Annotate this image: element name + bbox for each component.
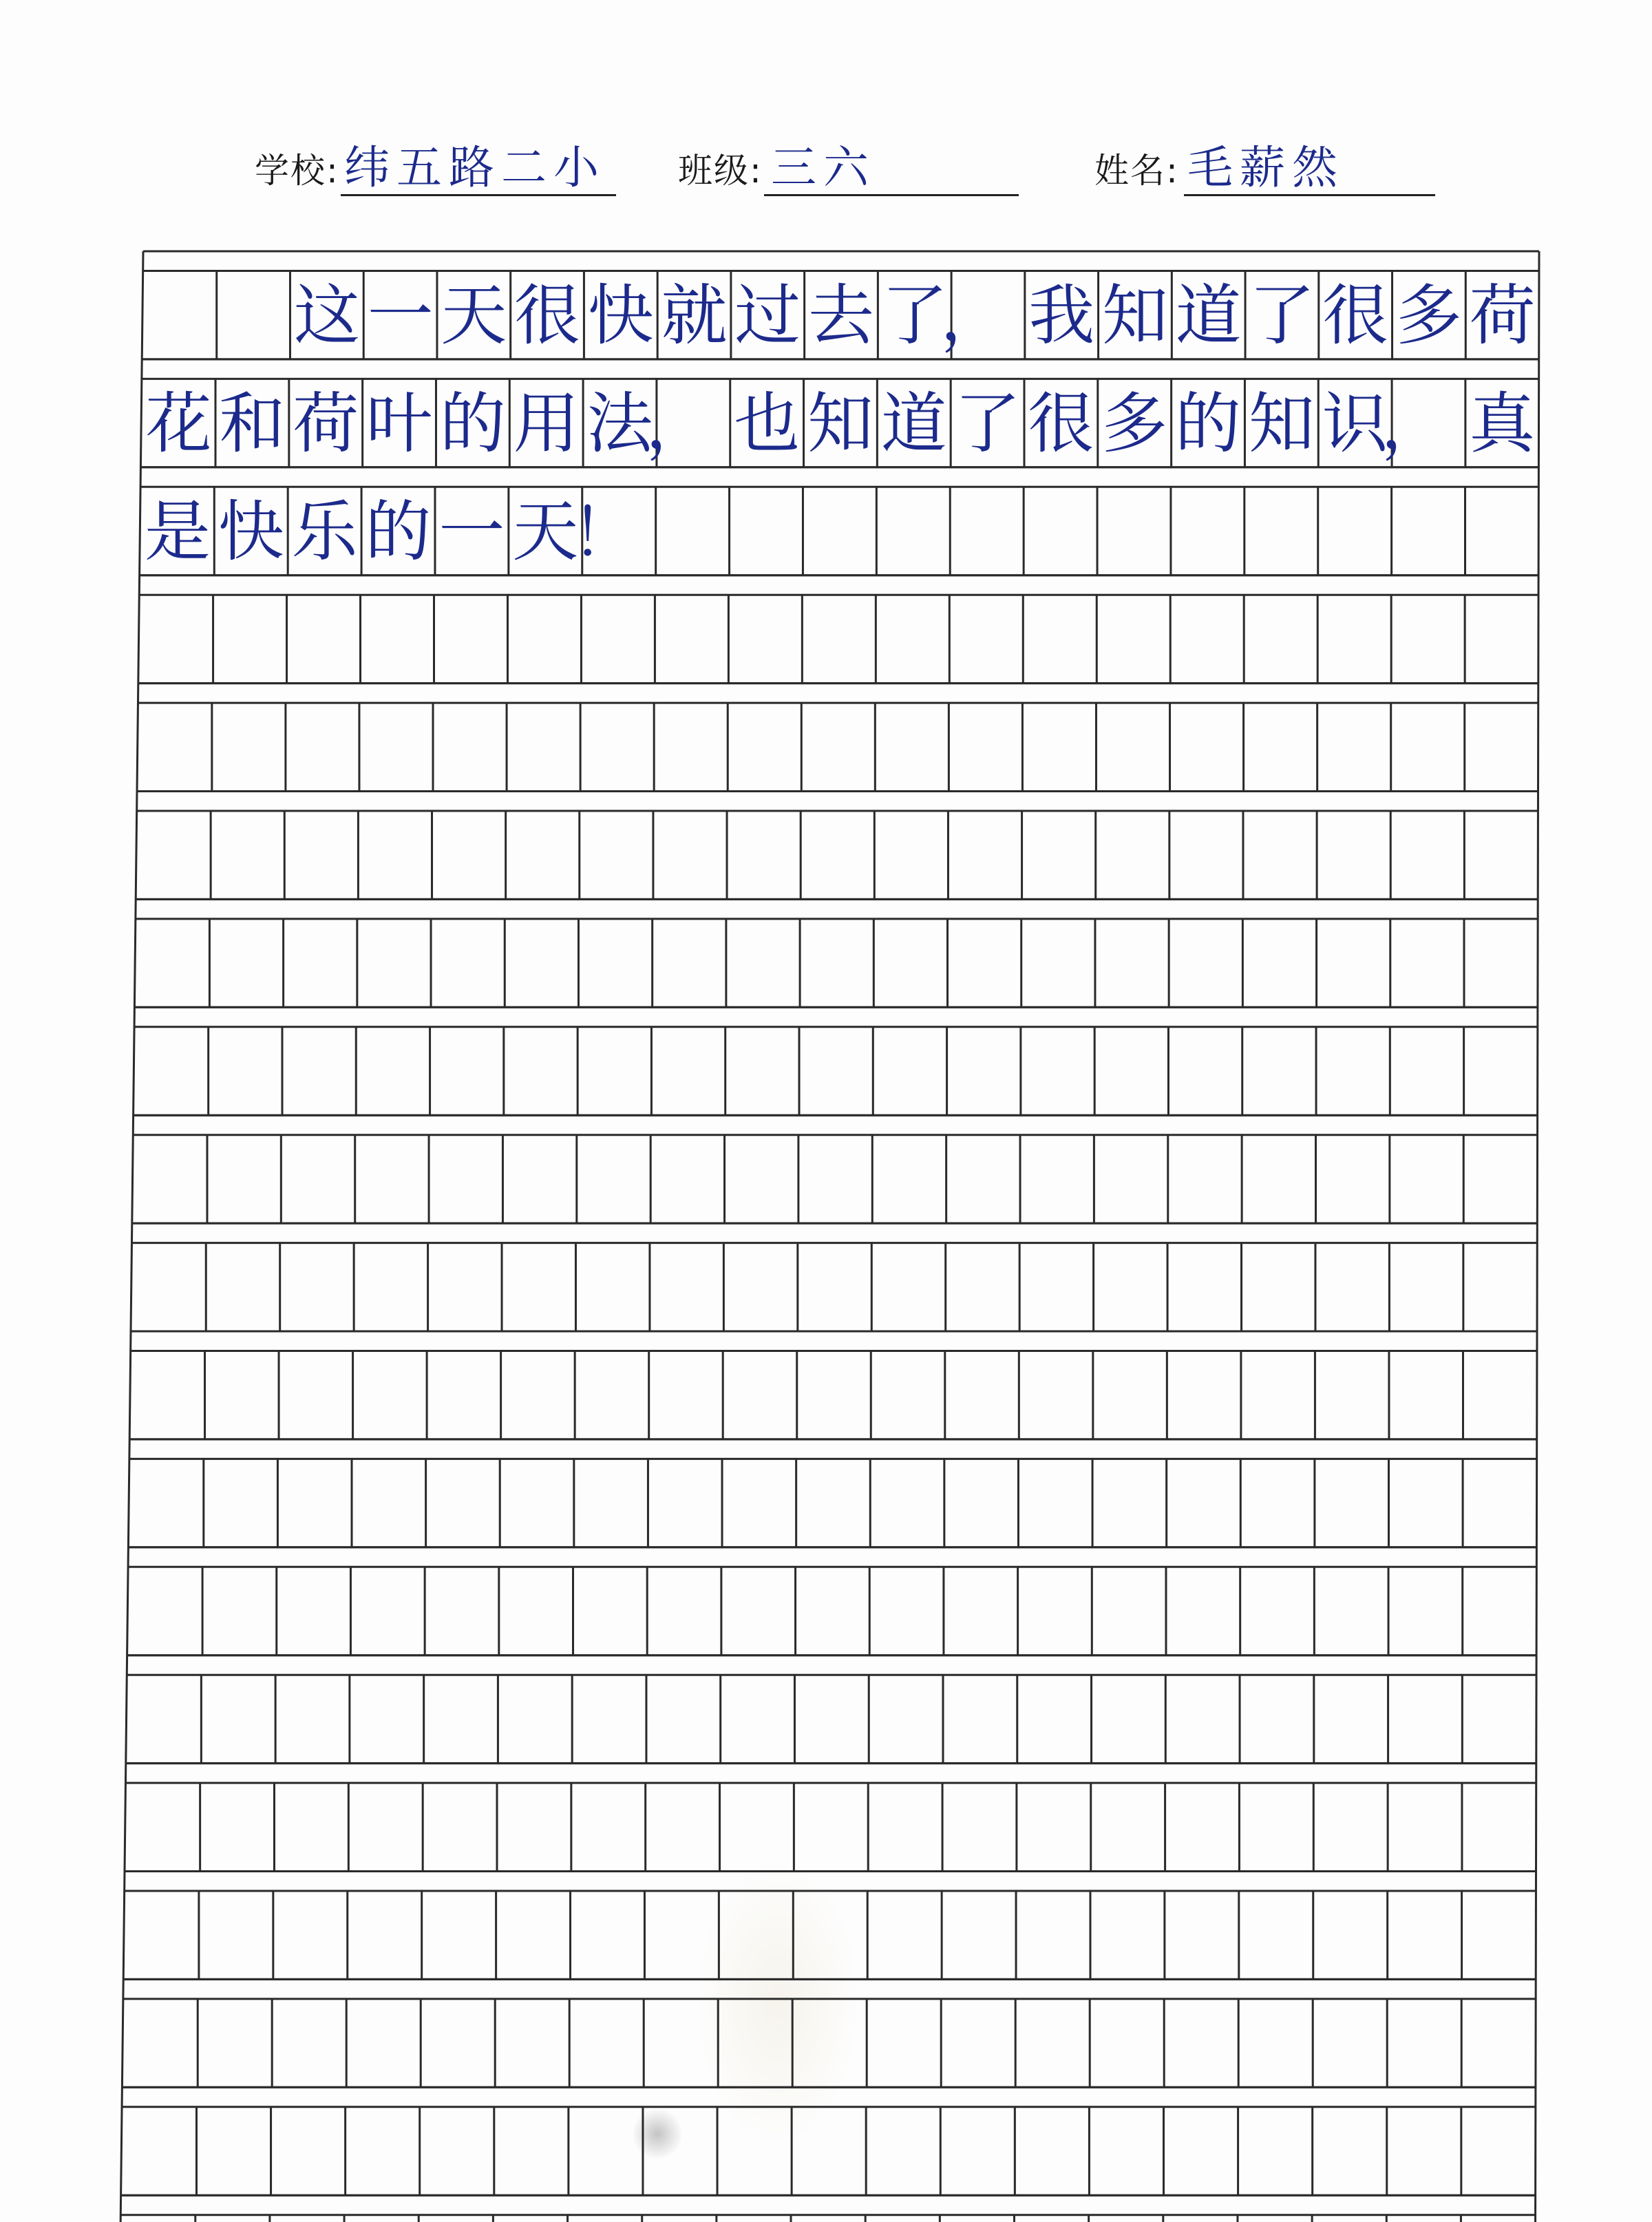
essay-char: 过 [734, 277, 801, 355]
essay-char: 荷 [293, 385, 359, 463]
grid-right-border [1535, 251, 1539, 2222]
essay-char: 我 [1028, 277, 1095, 355]
essay-char: ， [645, 386, 712, 464]
name-value: 毛薪然 [1187, 141, 1344, 194]
essay-char: 去 [808, 277, 874, 355]
essay-char: 和 [219, 385, 286, 463]
essay-char: 是 [144, 493, 211, 571]
essay-char: ， [940, 278, 1007, 356]
name-label: 姓名: [1094, 151, 1179, 191]
essay-char: 乐 [291, 493, 358, 571]
essay-char: 花 [145, 385, 212, 463]
school-value: 纬五路二小 [344, 141, 606, 194]
essay-char: 就 [661, 277, 728, 355]
essay-char: 了 [1249, 277, 1315, 355]
essay-char: 的 [1175, 385, 1242, 463]
essay-char: 很 [1322, 277, 1389, 355]
class-value: 三六 [771, 141, 876, 194]
essay-char: 一 [438, 493, 505, 571]
essay-char: 很 [514, 277, 581, 355]
essay-char: 知 [1248, 385, 1315, 463]
class-label: 班级: [678, 151, 763, 191]
essay-char: 这 [293, 277, 360, 355]
essay-char: 法 [586, 385, 653, 463]
essay-char: 道 [1175, 277, 1242, 355]
grid-left-border [118, 251, 143, 2222]
essay-char: 也 [734, 385, 801, 463]
essay-char: 很 [1028, 385, 1094, 463]
essay-char: 真 [1469, 385, 1536, 463]
essay-char: 了 [881, 277, 948, 355]
essay-char: 快 [218, 493, 284, 571]
essay-char: 用 [513, 385, 580, 463]
essay-char: 多 [1101, 385, 1168, 463]
essay-char: 知 [1101, 277, 1168, 355]
essay-char: 识 [1322, 385, 1388, 463]
essay-char: 一 [367, 277, 434, 355]
essay-char: 的 [365, 493, 432, 571]
essay-char: 了 [954, 385, 1021, 463]
essay-char: ！ [571, 494, 637, 572]
essay-char: 快 [587, 277, 654, 355]
essay-char: 荷 [1469, 277, 1536, 355]
essay-char: 道 [880, 385, 947, 463]
essay-char: 知 [807, 385, 873, 463]
essay-char: ， [1381, 386, 1448, 464]
essay-char: 叶 [366, 385, 433, 463]
school-label: 学校: [255, 151, 339, 191]
essay-char: 天 [441, 277, 507, 355]
essay-char: 多 [1395, 277, 1462, 355]
essay-char: 天 [512, 493, 579, 571]
essay-char: 的 [439, 385, 506, 463]
